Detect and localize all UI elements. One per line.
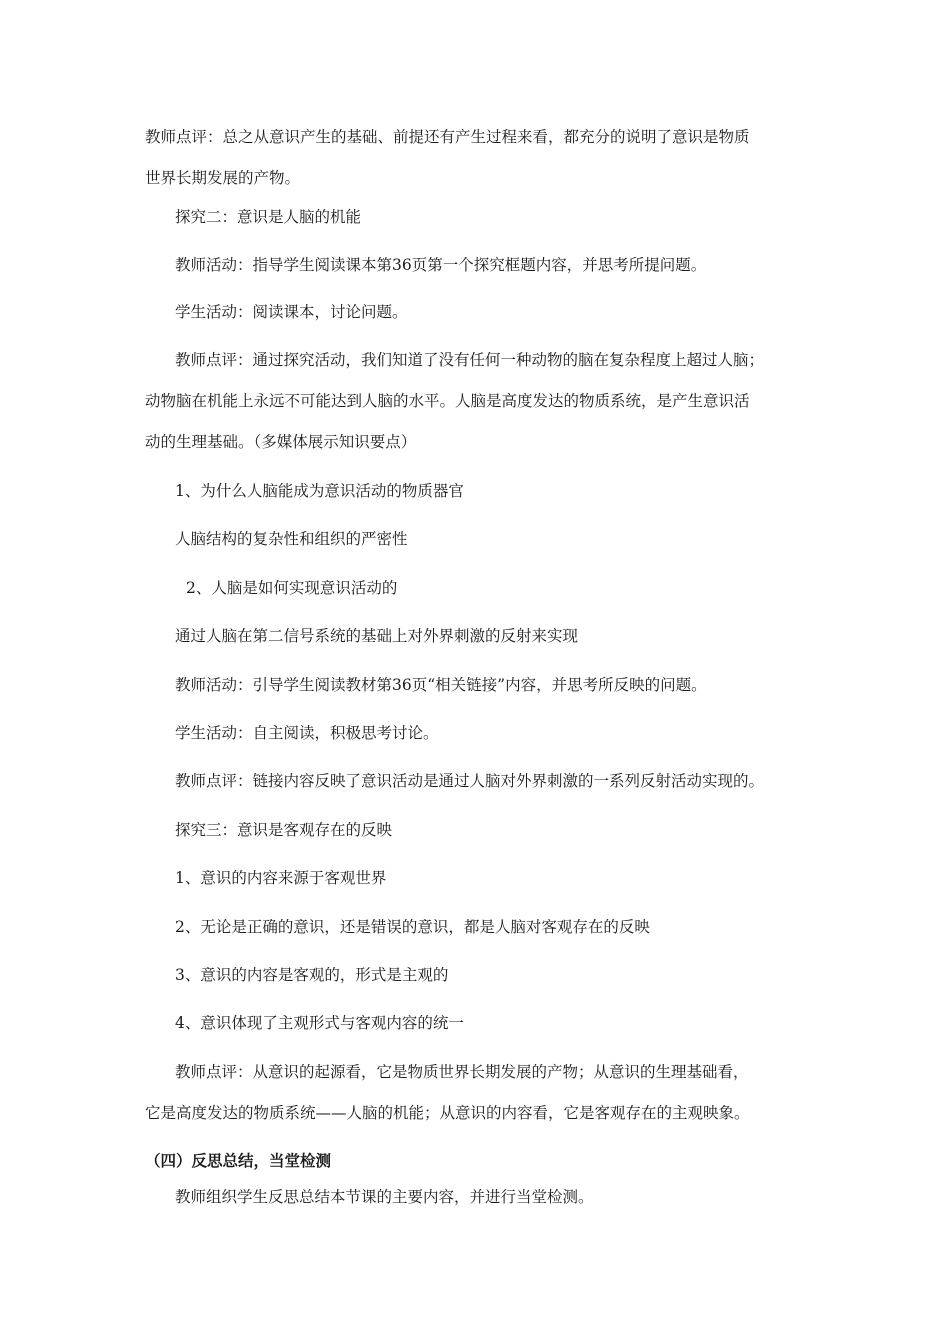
section-heading: 探究二：意识是人脑的机能	[175, 208, 362, 226]
list-item: 1、意识的内容来源于客观世界	[175, 869, 387, 887]
paragraph-line: 世界长期发展的产物。	[145, 169, 301, 187]
paragraph-line: 通过人脑在第二信号系统的基础上对外界刺激的反射来实现	[175, 627, 579, 645]
paragraph-line: 教师活动：指导学生阅读课本第36页第一个探究框题内容，并思考所提问题。	[175, 256, 707, 274]
list-item: 4、意识体现了主观形式与客观内容的统一	[175, 1014, 464, 1032]
paragraph-line: 人脑结构的复杂性和组织的严密性	[175, 530, 408, 548]
paragraph-line: 它是高度发达的物质系统——人脑的机能；从意识的内容看，它是客观存在的主观映象。	[145, 1104, 750, 1122]
list-item: 1、为什么人脑能成为意识活动的物质器官	[175, 482, 464, 500]
section-heading: 探究三：意识是客观存在的反映	[175, 821, 393, 839]
paragraph-line: 教师点评：从意识的起源看，它是物质世界长期发展的产物；从意识的生理基础看，	[175, 1063, 749, 1081]
paragraph-line: 学生活动：阅读课本，讨论问题。	[175, 303, 408, 321]
paragraph-line: 教师点评：通过探究活动，我们知道了没有任何一种动物的脑在复杂程度上超过人脑；	[175, 351, 765, 369]
paragraph-line: 学生活动：自主阅读，积极思考讨论。	[175, 724, 439, 742]
list-item: 2、无论是正确的意识，还是错误的意识，都是人脑对客观存在的反映	[175, 918, 650, 936]
list-item: 3、意识的内容是客观的，形式是主观的	[175, 966, 449, 984]
paragraph-line: 教师组织学生反思总结本节课的主要内容，并进行当堂检测。	[175, 1188, 594, 1206]
paragraph-line: 教师点评：总之从意识产生的基础、前提还有产生过程来看，都充分的说明了意识是物质	[145, 128, 750, 146]
paragraph-line: 教师点评：链接内容反映了意识活动是通过人脑对外界刺激的一系列反射活动实现的。	[175, 772, 765, 790]
section-title: （四）反思总结，当堂检测	[145, 1151, 332, 1170]
paragraph-line: 教师活动：引导学生阅读教材第36页“相关链接”内容，并思考所反映的问题。	[175, 676, 707, 694]
list-item: 2、人脑是如何实现意识活动的	[186, 579, 398, 597]
paragraph-line: 动的生理基础。（多媒体展示知识要点）	[145, 433, 417, 451]
paragraph-line: 动物脑在机能上永远不可能达到人脑的水平。人脑是高度发达的物质系统，是产生意识活	[145, 392, 750, 410]
